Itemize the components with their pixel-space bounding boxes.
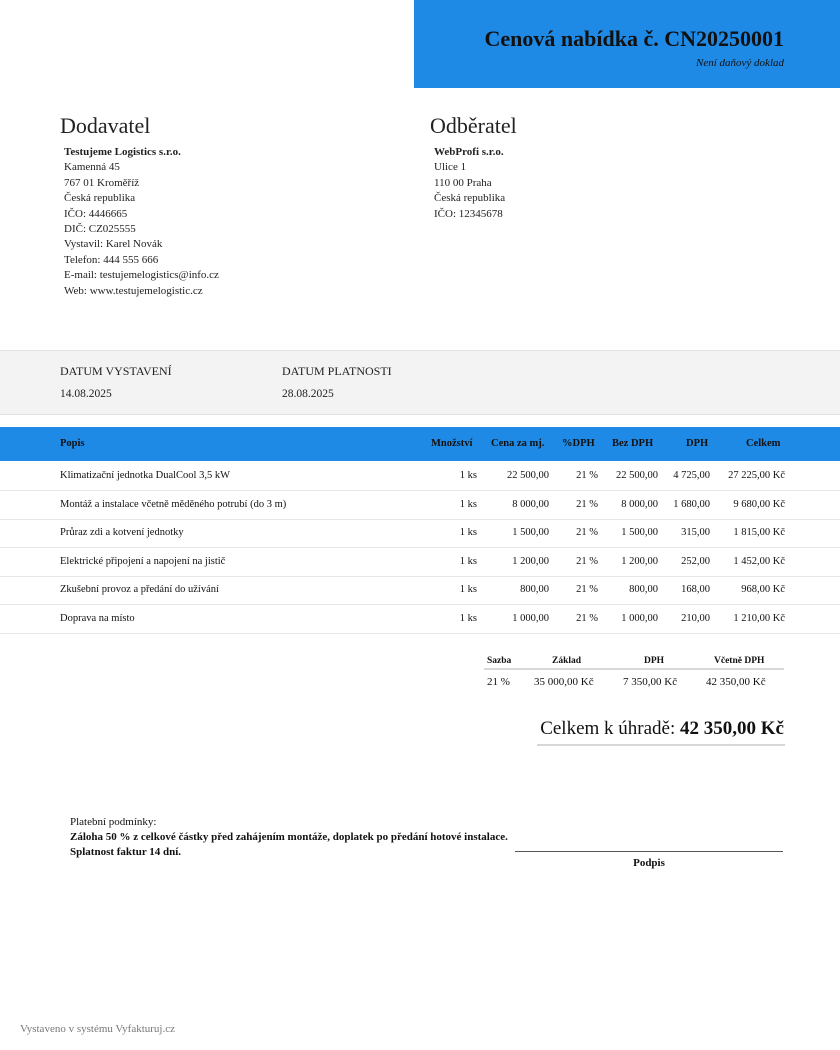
row-cena: 800,00: [520, 584, 549, 596]
row-celkem: 1 452,00 Kč: [733, 555, 785, 567]
supplier-ico: IČO: 4446665: [64, 207, 128, 220]
supplier-issuer: Vystavil: Karel Novák: [64, 238, 163, 251]
row-pdph: 21 %: [576, 498, 598, 510]
payment-terms-text: Záloha 50 % z celkové částky před zahájením montáže, doplatek po předání hotové instalace. Splatnost faktur 14 dní.: [70, 831, 508, 858]
total-label: Celkem k úhradě:: [540, 718, 676, 739]
supplier-email: E-mail: testujemelogistics@info.cz: [64, 269, 219, 282]
supplier-street: Kamenná 45: [64, 161, 120, 174]
row-bez-dph: 1 500,00: [621, 527, 658, 539]
table-row: [0, 605, 840, 634]
table-row: [0, 519, 840, 548]
row-mnozstvi: 1 ks: [459, 527, 477, 539]
row-popis: Doprava na místo: [60, 613, 135, 624]
row-mnozstvi: 1 ks: [459, 470, 477, 481]
total-divider: [537, 744, 785, 746]
document-title: Cenová nabídka č. CN20250001: [484, 26, 784, 51]
row-cena: 1 000,00: [512, 613, 549, 624]
row-popis: Montáž a instalace včetně měděného potrubí (do 3 m): [60, 498, 287, 510]
customer-name: WebProfi s.r.o.: [434, 146, 504, 158]
table-row: [0, 548, 840, 577]
vat-vcetne-value: 42 350,00 Kč: [706, 676, 766, 688]
vat-col-dph: DPH: [644, 656, 665, 666]
supplier-web: Web: www.testujemelogistic.cz: [64, 284, 203, 297]
total-due: [540, 718, 784, 740]
row-popis: Elektrické připojení a napojení na jistič: [60, 555, 226, 567]
document-header: [414, 0, 840, 88]
customer-country: Česká republika: [434, 192, 506, 205]
row-pdph: 21 %: [576, 584, 598, 596]
issued-date-label: DATUM VYSTAVENÍ: [60, 364, 172, 378]
col-mnozstvi: Množství: [431, 438, 473, 449]
row-cena: 22 500,00: [507, 470, 549, 481]
row-celkem: 1 815,00 Kč: [733, 527, 785, 539]
col-pdph: %DPH: [562, 438, 595, 449]
valid-date-label: DATUM PLATNOSTI: [282, 364, 392, 378]
supplier-block: [60, 113, 219, 299]
total-value: 42 350,00 Kč: [680, 718, 784, 739]
row-celkem: 27 225,00 Kč: [728, 470, 785, 481]
footer-note: Vystaveno v systému Vyfakturuj.cz: [20, 1023, 175, 1035]
row-pdph: 21 %: [576, 555, 598, 567]
row-dph: 168,00: [681, 584, 710, 596]
row-pdph: 21 %: [576, 613, 598, 624]
row-dph: 315,00: [681, 527, 710, 539]
payment-terms-title: Platební podmínky:: [70, 816, 157, 828]
col-popis: Popis: [60, 438, 85, 449]
row-cena: 1 500,00: [512, 527, 549, 539]
row-celkem: 968,00 Kč: [741, 584, 785, 596]
row-cena: 8 000,00: [512, 498, 549, 510]
issued-date-value: 14.08.2025: [60, 388, 112, 400]
customer-street: Ulice 1: [434, 161, 467, 174]
document-subtitle: Není daňový doklad: [696, 57, 784, 69]
row-bez-dph: 800,00: [629, 584, 658, 596]
col-bez-dph: Bez DPH: [612, 438, 654, 449]
vat-zaklad-value: 35 000,00 Kč: [534, 676, 594, 688]
col-celkem: Celkem: [746, 438, 781, 449]
row-mnozstvi: 1 ks: [459, 555, 477, 567]
row-mnozstvi: 1 ks: [459, 613, 477, 624]
row-mnozstvi: 1 ks: [459, 584, 477, 596]
supplier-phone: Telefon: 444 555 666: [64, 253, 159, 266]
row-dph: 1 680,00: [673, 498, 710, 510]
col-dph: DPH: [686, 438, 709, 449]
items-table-header: [0, 427, 840, 461]
supplier-dic: DIČ: CZ025555: [64, 223, 136, 236]
row-pdph: 21 %: [576, 527, 598, 539]
payment-terms: [70, 815, 510, 860]
vat-sazba-value: 21 %: [487, 676, 510, 688]
table-row: [0, 491, 840, 520]
customer-heading: Odběratel: [430, 113, 517, 138]
row-celkem: 9 680,00 Kč: [733, 498, 785, 510]
vat-col-sazba: Sazba: [487, 656, 512, 666]
supplier-heading: Dodavatel: [60, 113, 151, 138]
customer-block: [430, 113, 517, 222]
row-popis: Klimatizační jednotka DualCool 3,5 kW: [60, 470, 230, 481]
signature-label: Podpis: [633, 857, 665, 869]
vat-col-vcetne: Včetně DPH: [714, 656, 765, 666]
row-dph: 210,00: [681, 613, 710, 624]
signature-line: [515, 851, 783, 852]
row-pdph: 21 %: [576, 470, 598, 481]
customer-city: 110 00 Praha: [434, 176, 492, 189]
dates-band: [0, 350, 840, 415]
valid-date-value: 28.08.2025: [282, 388, 334, 400]
row-bez-dph: 8 000,00: [621, 498, 658, 510]
vat-col-zaklad: Základ: [552, 656, 582, 666]
table-row: [0, 576, 840, 605]
supplier-country: Česká republika: [64, 192, 136, 205]
row-bez-dph: 22 500,00: [616, 470, 658, 481]
row-bez-dph: 1 000,00: [621, 613, 658, 624]
row-popis: Průraz zdi a kotvení jednotky: [60, 527, 184, 539]
table-row: [0, 462, 840, 491]
row-bez-dph: 1 200,00: [621, 555, 658, 567]
customer-ico: IČO: 12345678: [434, 207, 503, 220]
row-dph: 252,00: [681, 555, 710, 567]
supplier-name: Testujeme Logistics s.r.o.: [64, 146, 181, 158]
issued-date-block: [60, 364, 172, 400]
supplier-city: 767 01 Kroměříž: [64, 176, 140, 189]
vat-dph-value: 7 350,00 Kč: [623, 676, 678, 688]
row-mnozstvi: 1 ks: [459, 498, 477, 510]
row-celkem: 1 210,00 Kč: [733, 613, 785, 624]
vat-divider: [484, 668, 784, 670]
valid-date-block: [282, 364, 392, 400]
row-dph: 4 725,00: [673, 470, 710, 481]
col-cena: Cena za mj.: [491, 438, 545, 449]
row-popis: Zkušební provoz a předání do užívání: [60, 584, 219, 596]
row-cena: 1 200,00: [512, 555, 549, 567]
